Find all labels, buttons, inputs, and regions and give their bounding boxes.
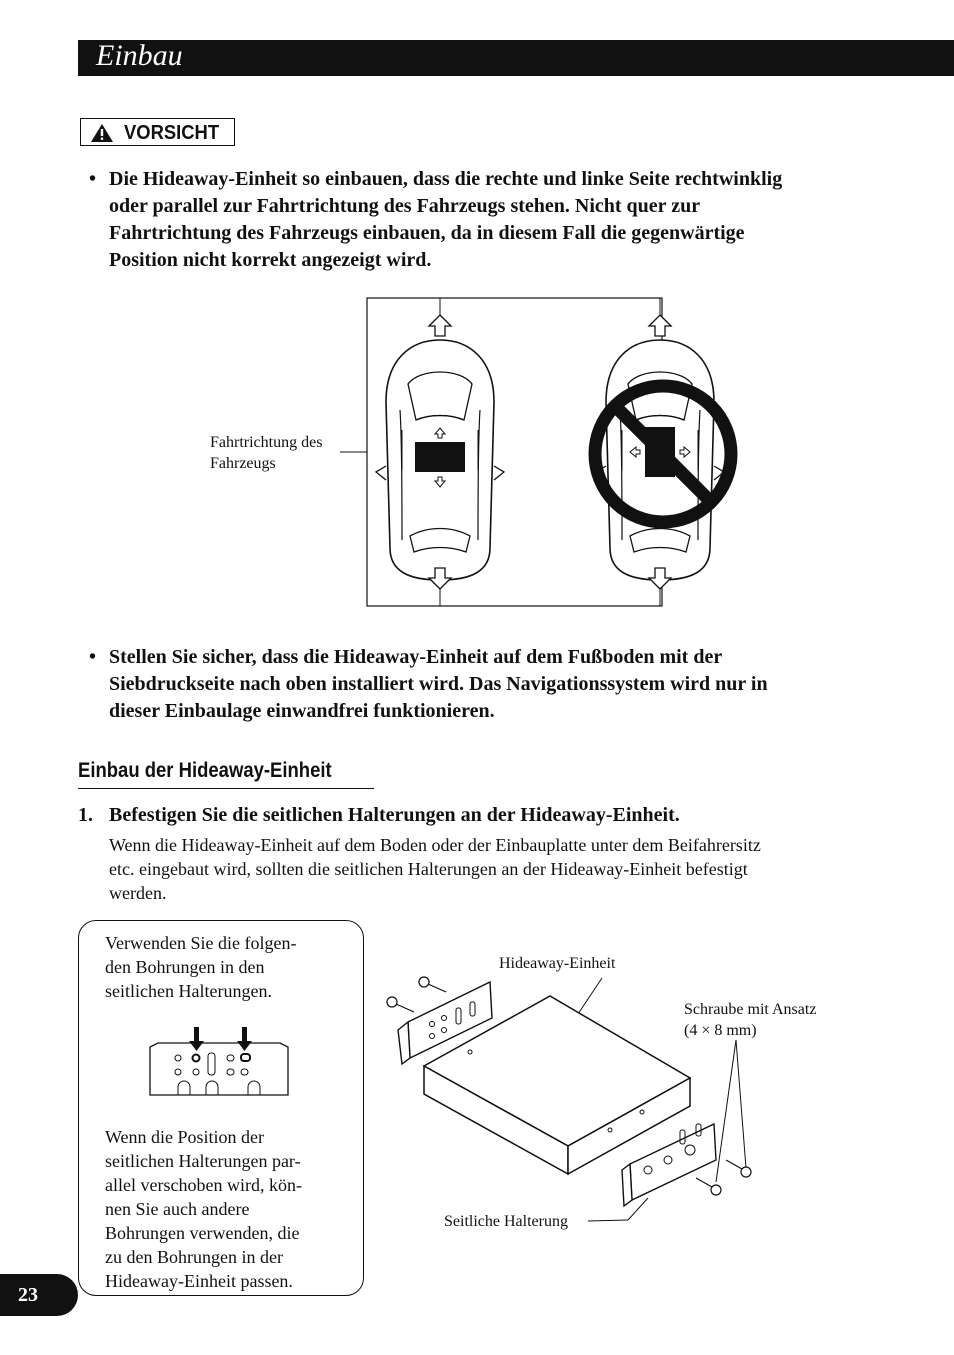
- bullet-text-2: [109, 644, 879, 725]
- section-heading-underline: [78, 788, 374, 789]
- step-number: 1.: [78, 804, 93, 826]
- bullet-line: Fahrtrichtung des Fahrzeugs einbauen, da in diesem Fall die gegenwärtige: [109, 222, 745, 244]
- note-line: Verwenden Sie die folgen-: [105, 933, 297, 953]
- section-heading: Einbau der Hideaway-Einheit: [78, 759, 332, 782]
- screw-label-line: (4 × 8 mm): [684, 1022, 757, 1039]
- note-top-text: [105, 931, 345, 1003]
- note-line: seitlichen Halterungen par-: [105, 1151, 301, 1171]
- unit-label: Hideaway-Einheit: [499, 955, 616, 972]
- step-body-line: etc. eingebaut wird, sollten die seitlichen Halterungen an der Hideaway-Einheit befestigt: [109, 859, 748, 879]
- note-bottom-text: [105, 1125, 345, 1293]
- note-line: Hideaway-Einheit passen.: [105, 1271, 293, 1291]
- direction-label: [210, 432, 322, 474]
- step-title: Befestigen Sie die seitlichen Halterungen an der Hideaway-Einheit.: [109, 804, 680, 826]
- bullet-line: dieser Einbaulage einwandfrei funktionieren.: [109, 700, 495, 722]
- note-line: nen Sie auch andere: [105, 1199, 250, 1219]
- orientation-diagram: [340, 290, 760, 620]
- note-line: den Bohrungen in den: [105, 957, 265, 977]
- step-body: [109, 833, 879, 905]
- step-body-line: werden.: [109, 883, 167, 903]
- bullet-line: Die Hideaway-Einheit so einbauen, dass die rechte und linke Seite rechtwinklig: [109, 168, 783, 190]
- bullet-symbol: •: [89, 646, 97, 668]
- note-line: Wenn die Position der: [105, 1127, 265, 1147]
- direction-label-line: Fahrzeugs: [210, 455, 276, 472]
- note-line: allel verschoben wird, kön-: [105, 1175, 302, 1195]
- bullet-text-1: [109, 166, 879, 274]
- note-line: Bohrungen verwenden, die: [105, 1223, 300, 1243]
- page-number-tab: [0, 1274, 78, 1316]
- header-bar: [78, 40, 954, 76]
- step-body-line: Wenn die Hideaway-Einheit auf dem Boden oder der Einbauplatte unter dem Beifahrersitz: [109, 835, 761, 855]
- bullet-line: Stellen Sie sicher, dass die Hideaway-Einheit auf dem Fußboden mit der: [109, 646, 723, 668]
- page-number: 23: [18, 1284, 38, 1306]
- direction-label-line: Fahrtrichtung des: [210, 434, 323, 451]
- note-line: seitlichen Halterungen.: [105, 981, 272, 1001]
- note-line: zu den Bohrungen in der: [105, 1247, 283, 1267]
- warning-icon: [90, 123, 114, 143]
- page-title: Einbau: [96, 39, 183, 72]
- installation-diagram: [380, 960, 780, 1240]
- bullet-symbol: •: [89, 168, 97, 190]
- bullet-line: Siebdruckseite nach oben installiert wird. Das Navigationssystem wird nur in: [109, 673, 768, 695]
- screw-label-line: Schraube mit Ansatz: [684, 1001, 817, 1018]
- caution-label: VORSICHT: [124, 122, 220, 144]
- bracket-holes-diagram: [140, 1025, 300, 1105]
- bullet-line: oder parallel zur Fahrtrichtung des Fahrzeugs stehen. Nicht quer zur: [109, 195, 701, 217]
- bullet-line: Position nicht korrekt angezeigt wird.: [109, 249, 432, 271]
- bracket-label: Seitliche Halterung: [444, 1213, 568, 1230]
